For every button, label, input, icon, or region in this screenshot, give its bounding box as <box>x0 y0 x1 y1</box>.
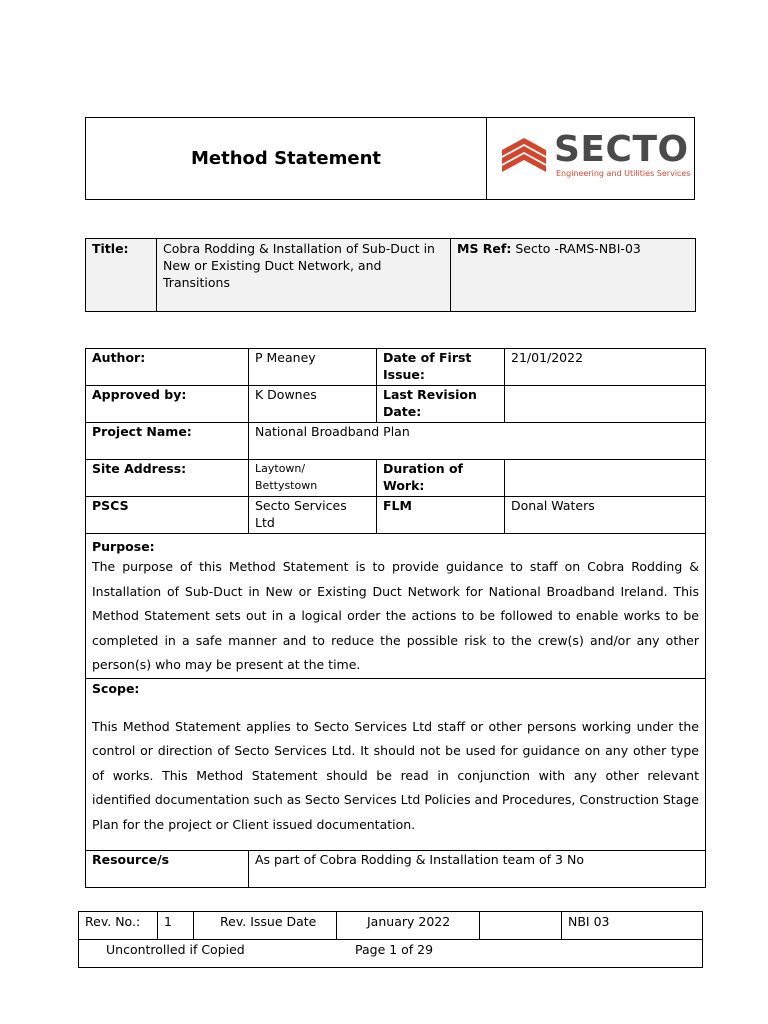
duration-label: Duration of Work: <box>377 460 505 497</box>
uncontrolled-note: Uncontrolled if Copied <box>106 942 245 957</box>
table-row <box>86 460 706 497</box>
scope-label: Scope: <box>92 680 140 696</box>
rev-issue-label: Rev. Issue Date <box>194 912 337 940</box>
resources-label: Resource/s <box>86 850 249 887</box>
logo-tagline: Engineering and Utilities Services <box>556 169 691 178</box>
pscs-value: Secto Services Ltd <box>249 497 377 534</box>
footer-table <box>78 911 703 968</box>
table-row <box>86 850 706 887</box>
footer-bottom-row <box>79 940 703 968</box>
site-label: Site Address: <box>86 460 249 497</box>
logo-wordmark: SECTO <box>554 129 689 170</box>
rev-no-label: Rev. No.: <box>79 912 158 940</box>
last-revision-value <box>505 386 706 423</box>
first-issue-value: 21/01/2022 <box>505 349 706 386</box>
chevron-logo-icon <box>500 136 548 176</box>
table-row <box>86 534 706 679</box>
table-row <box>79 940 703 968</box>
rev-issue-value: January 2022 <box>337 912 480 940</box>
ms-ref-cell <box>451 239 696 312</box>
first-issue-label: Date of First Issue: <box>377 349 505 386</box>
footer-blank-cell <box>480 912 562 940</box>
site-value: Laytown/ Bettystown <box>249 460 377 497</box>
rev-no-value: 1 <box>158 912 194 940</box>
author-label: Author: <box>86 349 249 386</box>
scope-section <box>86 678 706 850</box>
scope-text: This Method Statement applies to Secto Services Ltd staff or other persons working under the control or direction of Secto Services Ltd. It should not be used for guidance on any other type of works. This Method Statement should be read in conjunction with any other relevant identified documentation such as Secto Services Ltd Policies and Procedures, Construction Stage Plan for the project or Client issued documentation. <box>92 718 699 832</box>
table-row <box>79 912 703 940</box>
document-header <box>85 117 695 200</box>
title-table <box>85 238 696 312</box>
project-label: Project Name: <box>86 423 249 460</box>
table-row <box>86 423 706 460</box>
purpose-label: Purpose: <box>92 539 155 554</box>
pscs-label: PSCS <box>86 497 249 534</box>
purpose-section <box>86 534 706 679</box>
table-row <box>86 386 706 423</box>
info-table <box>85 348 706 888</box>
purpose-text: The purpose of this Method Statement is to provide guidance to staff on Cobra Rodding & Installation of Sub-Duct in New or Existing Duct Network for National Broadband Ireland. This Method Statement sets out in a logical order the actions to be followed to enable works to be completed in a safe manner and to reduce the possible risk to the crew(s) and/or any other person(s) who may be present at the time. <box>92 559 699 672</box>
title-value: Cobra Rodding & Installation of Sub-Duct in New or Existing Duct Network, and Transitions <box>157 239 451 312</box>
page-number: Page 1 of 29 <box>355 942 434 957</box>
ms-ref-value: Secto -RAMS-NBI-03 <box>515 241 641 256</box>
duration-value <box>505 460 706 497</box>
approved-value: K Downes <box>249 386 377 423</box>
doc-code: NBI 03 <box>562 912 703 940</box>
table-row <box>86 678 706 850</box>
table-row <box>86 349 706 386</box>
resources-value: As part of Cobra Rodding & Installation team of 3 No <box>249 850 706 887</box>
company-logo <box>500 129 691 184</box>
flm-label: FLM <box>377 497 505 534</box>
document-title: Method Statement <box>86 118 487 199</box>
table-row <box>86 497 706 534</box>
project-value: National Broadband Plan <box>249 423 706 460</box>
author-value: P Meaney <box>249 349 377 386</box>
last-revision-label: Last Revision Date: <box>377 386 505 423</box>
title-label: Title: <box>86 239 157 312</box>
approved-label: Approved by: <box>86 386 249 423</box>
ms-ref-label: MS Ref: <box>457 241 512 256</box>
flm-value: Donal Waters <box>505 497 706 534</box>
